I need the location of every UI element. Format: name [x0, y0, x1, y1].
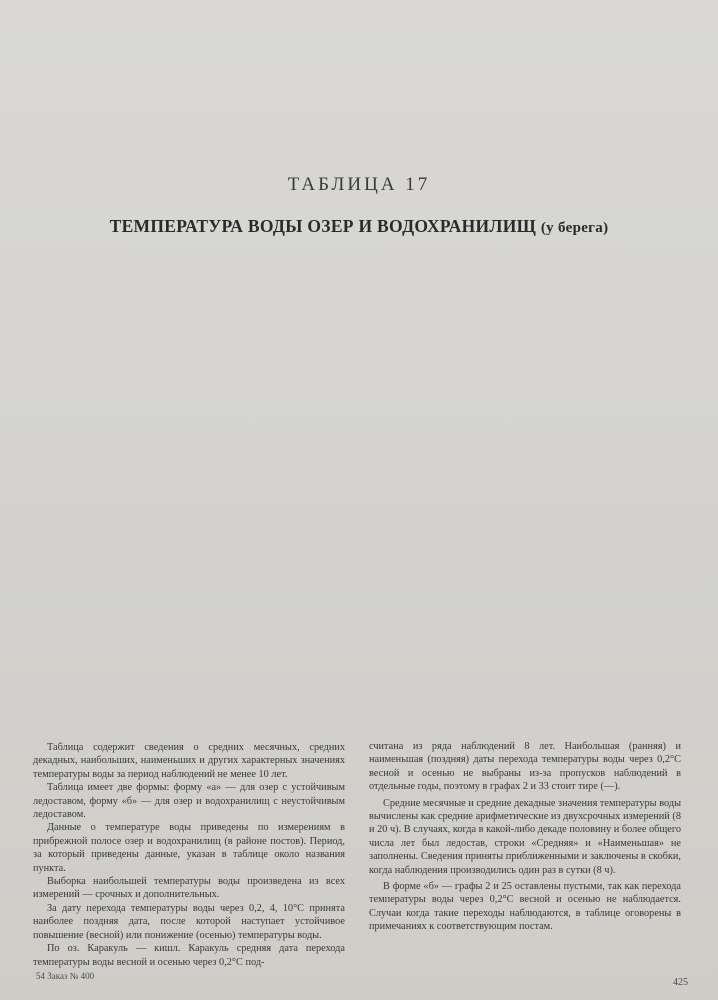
right-paragraph: Средние месячные и средние декадные значения температуры воды вычислены как средние арифметические из двухсрочных измерений (8 и 20 ч). В случаях, когда в какой-либо декаде половину и более общего числа лет был ледостав, строки «Средняя» и «Наименьшая» не заполнены. Сведения приняты приближенными и заключены в скобки, когда наблюдения производились один раз в сутки (8 ч).	[369, 797, 681, 876]
left-paragraph: Таблица содержит сведения о средних месячных, средних декадных, наибольших, наименьших и других характерных значениях температуры воды за период наблюдений не менее 10 лет.	[33, 742, 345, 780]
table-title	[0, 216, 718, 237]
table-title-main: ТЕМПЕРАТУРА ВОДЫ ОЗЕР И ВОДОХРАНИЛИЩ	[109, 216, 537, 236]
right-paragraph: считана из ряда наблюдений 8 лет. Наибольшая (ранняя) и наименьшая (поздняя) даты перехода температуры воды через 0,2°C весной и осенью не выбраны из-за пропусков наблюдений в отдельные годы, поэтому в графах 2 и 33 стоит тире (—).	[369, 741, 681, 793]
table-title-note: (у берега)	[540, 220, 609, 236]
right-paragraph: В форме «б» — графы 2 и 25 оставлены пустыми, так как перехода температуры воды через 0,2°C весной и осенью не наблюдается. Случаи когда такие переходы наблюдаются, в таблице оговорены в примечаниях к соответствующим постам.	[369, 881, 681, 933]
left-paragraph: По оз. Каракуль — кишл. Каракуль средняя дата перехода температуры воды весной и осенью через 0,2°C под-	[33, 943, 345, 968]
left-paragraph: Выборка наибольшей температуры воды произведена из всех измерений — срочных и дополнительных.	[33, 876, 345, 901]
printer-signature: 54 Заказ № 400	[36, 971, 95, 981]
left-paragraph: Таблица имеет две формы: форму «а» — для озер с устойчивым ледоставом, форму «б» — для озер и водохранилищ с неустойчивым ледоставом.	[33, 782, 345, 821]
page-number: 425	[673, 977, 688, 988]
left-paragraph: За дату перехода температуры воды через 0,2, 4, 10°C принята наиболее поздняя дата, после которой наступает устойчивое повышение (весной) или понижение (осенью) температуры воды.	[33, 902, 345, 941]
left-text-column	[33, 741, 345, 969]
table-number-heading: ТАБЛИЦА 17	[287, 174, 431, 195]
right-text-column	[369, 740, 681, 934]
left-paragraph: Данные о температуре воды приведены по измерениям в прибрежной полосе озер и водохранилищ (в районе постов). Период, за который приведены данные, указан в таблице около названия пункта.	[33, 822, 345, 874]
